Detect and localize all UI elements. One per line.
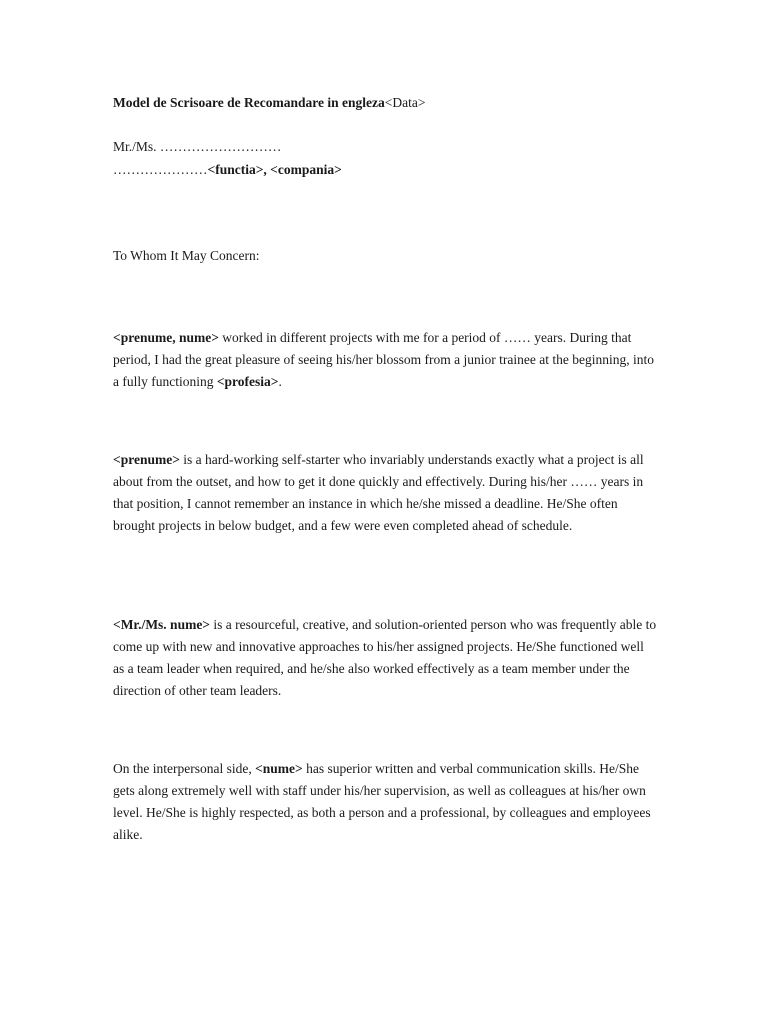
document-page [113, 0, 658, 1024]
addressee-line: Mr./Ms. ……………………… [113, 139, 282, 154]
p4-tag: <nume> [255, 761, 303, 776]
document-title [113, 94, 425, 112]
document-title-date: <Data> [384, 95, 426, 110]
p3-tag: <Mr./Ms. nume> [113, 617, 211, 632]
salutation: To Whom It May Concern: [113, 248, 260, 263]
p2-text: is a hard-working self-starter who invariably understands exactly what a project is all about from the outset, and how to get it done quickly and effectively. During his/her …… years in that position, I cannot remember an instance in which he/she missed a deadline. He/She often brought projects in below budget, and a few were even completed ahead of schedule. [113, 452, 644, 533]
p1-text-b: . [278, 374, 282, 389]
p1-tag2: <profesia> [216, 374, 279, 389]
p3-text: is a resourceful, creative, and solution-oriented person who was frequently able to come up with new and innovative approaches to his/her assigned projects. He/She functioned well as a team leader when required, and he/she also worked effectively as a team member under the direction of other team leaders. [113, 617, 657, 698]
p4-text-a: On the interpersonal side, [113, 761, 256, 776]
paragraph-4 [113, 758, 658, 846]
position-line [113, 161, 342, 179]
p1-tag: <prenume, nume> [113, 330, 219, 345]
paragraph-3 [113, 614, 658, 702]
paragraph-1 [113, 327, 658, 393]
document-title-main: Model de Scrisoare de Recomandare in engleza [113, 95, 385, 110]
p1-text-a: worked in different projects with me for a period of …… years. During that period, I had the great pleasure of seeing his/her blossom from a junior trainee at the beginning, into a fully functioning [113, 330, 654, 389]
position-tags: <functia>, <compania> [207, 162, 342, 177]
paragraph-2 [113, 449, 658, 537]
p4-text-b: has superior written and verbal communication skills. He/She gets along extremely well with staff under his/her supervision, as well as colleagues at his/her own level. He/She is highly respected, as both a person and a professional, by colleagues and employees alike. [113, 761, 651, 842]
position-dots: ………………… [113, 162, 208, 177]
p2-tag: <prenume> [113, 452, 180, 467]
